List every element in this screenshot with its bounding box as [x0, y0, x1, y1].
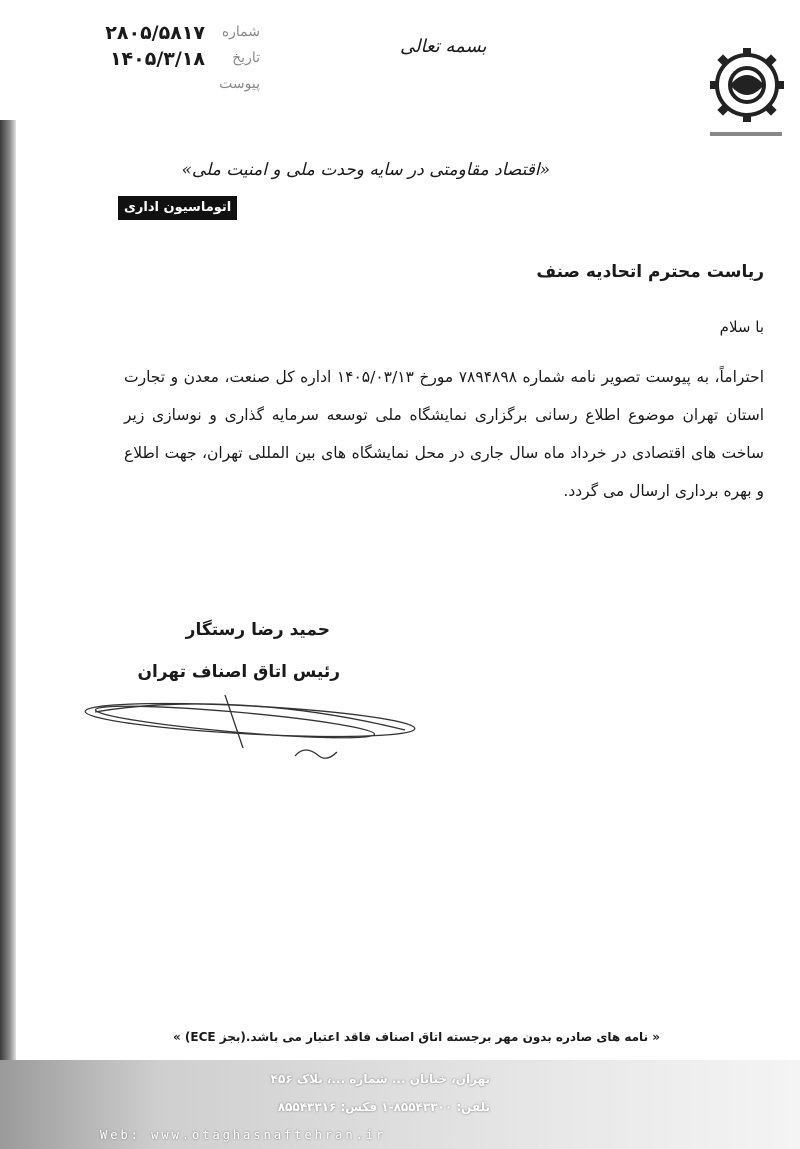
footer-phone: تلفن: ۸۵۵۴۳۳۰۰-۱ فکس: ۸۵۵۴۳۳۱۶ [277, 1100, 490, 1114]
validity-note: « نامه های صادره بدون مهر برجسته اتاق اصناف فاقد اعتبار می باشد.(بجز ECE) » [173, 1030, 660, 1044]
number-value: ۲۸۰۵/۵۸۱۷ [105, 22, 205, 44]
guild-chamber-logo-icon [700, 40, 795, 150]
date-value: ۱۴۰۵/۳/۱۸ [109, 48, 205, 70]
greeting: با سلام [719, 318, 764, 336]
letter-meta [60, 22, 260, 107]
number-row [60, 22, 260, 48]
recipient: ریاست محترم اتحادیه صنف [536, 262, 764, 282]
signer-title: رئیس اتاق اصناف تهران [137, 662, 340, 682]
footer-website: Web: www.otaghasnaftehran.ir [100, 1128, 387, 1142]
date-label: تاریخ [232, 50, 260, 66]
footer-address: تهران، خیابان ... شماره ...، پلاک ۴۵۶ [270, 1072, 490, 1086]
automation-badge: اتوماسیون اداری [118, 196, 237, 220]
number-label: شماره [221, 24, 260, 40]
letter-body: احتراماً، به پیوست تصویر نامه شماره ۷۸۹۴۸۹۸ مورخ ۱۴۰۵/۰۳/۱۳ اداره کل صنعت، معدن و تجارت استان تهران موضوع اطلاع رسانی برگزاری نمایشگاه ملی توسعه سرمایه گذاری و نوسازی زیر ساخت های اقتصادی در خرداد ماه سال جاری در محل نمایشگاه های بین المللی تهران، جهت اطلاع و بهره برداری ارسال می گردد. [124, 368, 764, 500]
attachment-label: پیوست [219, 76, 260, 92]
date-row [60, 48, 260, 74]
bismillah: بسمه تعالی [400, 36, 487, 57]
signer-name: حمید رضا رستگار [185, 620, 330, 640]
handwritten-signature-icon [75, 690, 425, 780]
scan-edge-shadow [0, 120, 16, 1149]
attachment-row [60, 74, 260, 100]
slogan: «اقتصاد مقاومتی در سایه وحدت ملی و امنیت ملی» [181, 160, 550, 180]
